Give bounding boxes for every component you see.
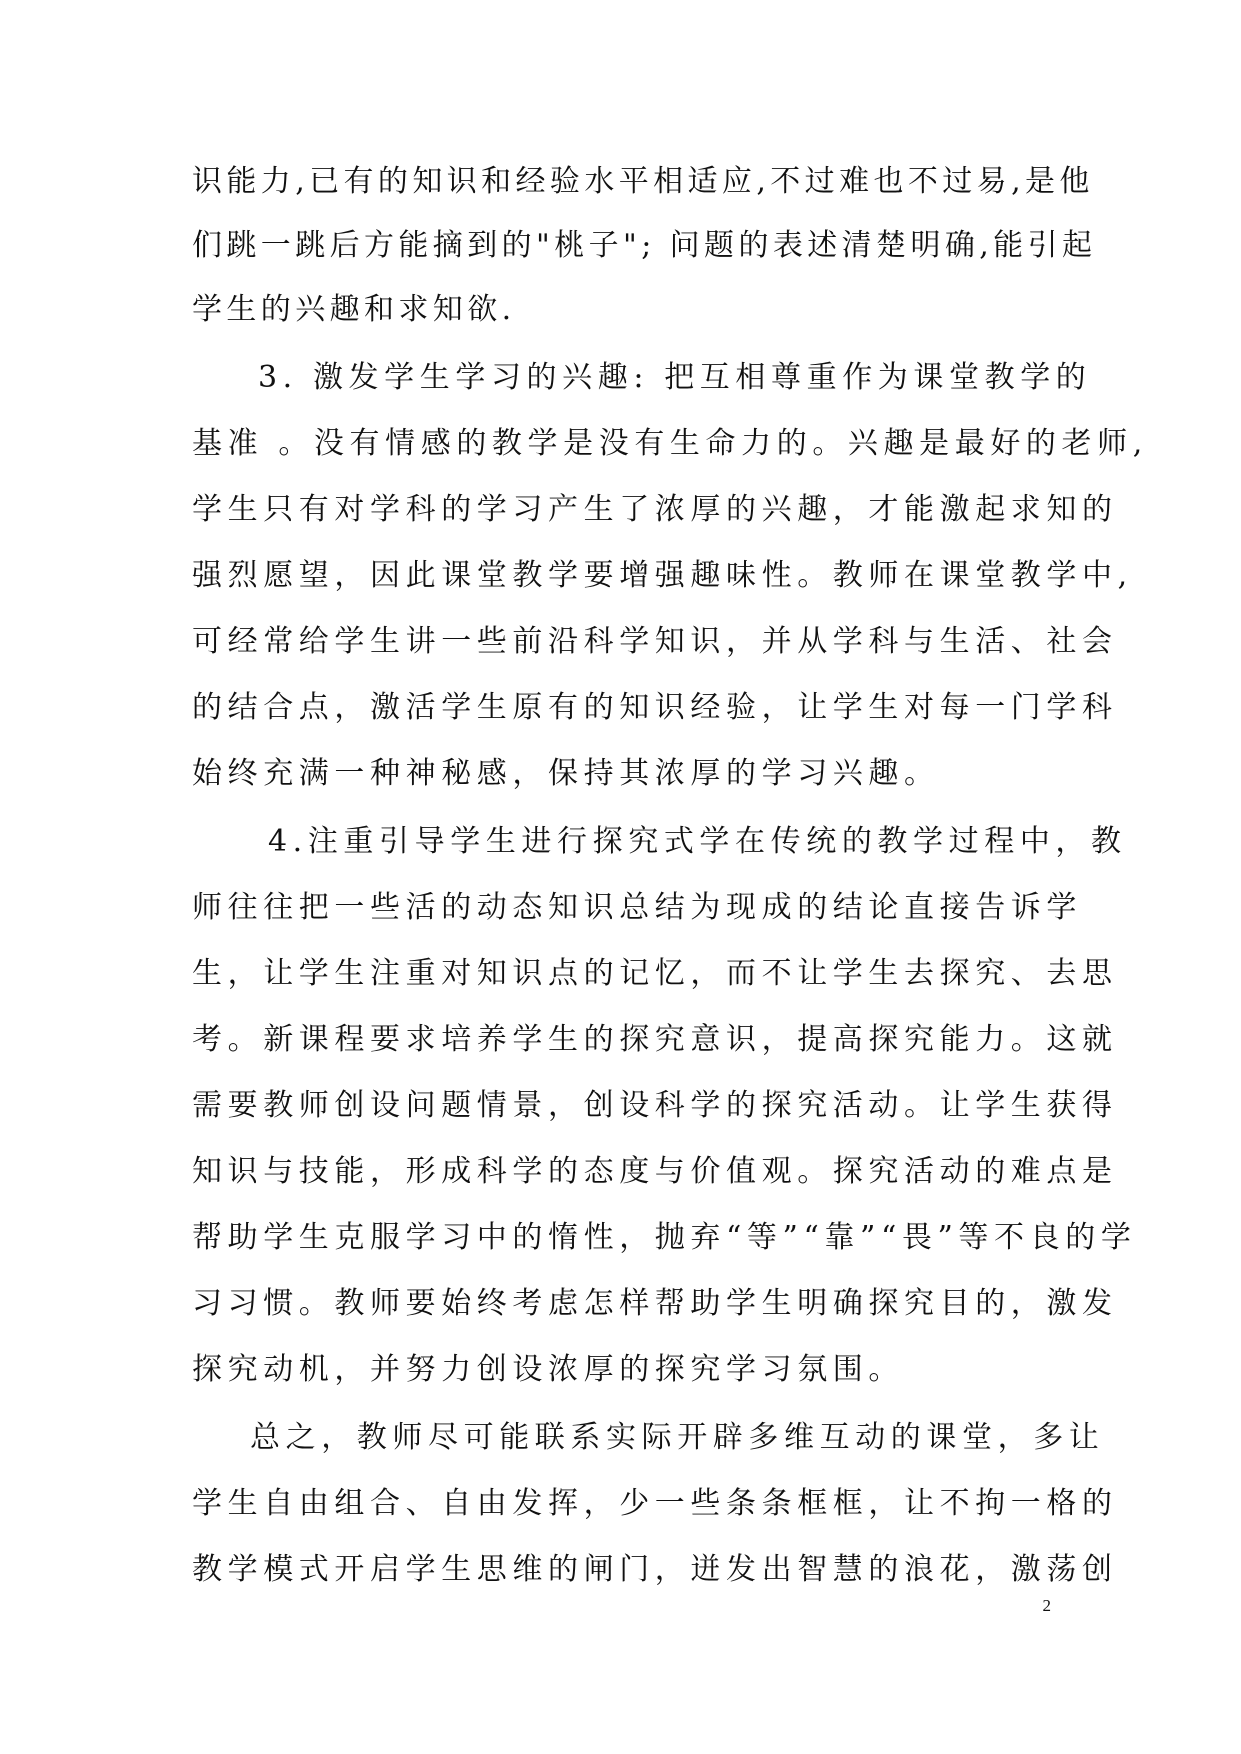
text-line-3: 学生的兴趣和求知欲.	[192, 292, 516, 327]
text-line-8: 可经常给学生讲一些前沿科学知识，并从学科与生活、社会	[192, 624, 1118, 659]
text-line-10: 始终充满一种神秘感，保持其浓厚的学习兴趣。	[192, 756, 940, 791]
text-line-19: 探究动机，并努力创设浓厚的探究学习氛围。	[192, 1352, 904, 1387]
text-line-4: 3. 激发学生学习的兴趣: 把互相尊重作为课堂教学的	[258, 360, 1092, 395]
text-line-6: 学生只有对学科的学习产生了浓厚的兴趣，才能激起求知的	[192, 492, 1118, 527]
page-number: 2	[1042, 1596, 1051, 1615]
text-line-5: 基准 。没有情感的教学是没有生命力的。兴趣是最好的老师,	[192, 426, 1148, 461]
text-line-11: 4.注重引导学生进行探究式学在传统的教学过程中，教	[268, 824, 1127, 859]
text-line-20: 总之，教师尽可能联系实际开辟多维互动的课堂，多让	[250, 1420, 1105, 1455]
text-line-12: 师往往把一些活的动态知识总结为现成的结论直接告诉学	[192, 890, 1082, 925]
text-line-7: 强烈愿望，因此课堂教学要增强趣味性。教师在课堂教学中,	[192, 558, 1133, 593]
text-line-22: 教学模式开启学生思维的闸门，迸发出智慧的浪花，激荡创	[192, 1552, 1118, 1587]
text-line-13: 生，让学生注重对知识点的记忆，而不让学生去探究、去思	[192, 956, 1118, 991]
text-line-1: 识能力,已有的知识和经验水平相适应,不过难也不过易,是他	[192, 164, 1094, 199]
text-line-16: 知识与技能，形成科学的态度与价值观。探究活动的难点是	[192, 1154, 1118, 1189]
text-line-2: 们跳一跳后方能摘到的"桃子"; 问题的表述清楚明确,能引起	[192, 228, 1097, 263]
text-line-15: 需要教师创设问题情景，创设科学的探究活动。让学生获得	[192, 1088, 1118, 1123]
text-line-17: 帮助学生克服学习中的惰性，抛弃“等”“靠”“畏”等不良的学	[192, 1220, 1137, 1255]
text-line-14: 考。新课程要求培养学生的探究意识，提高探究能力。这就	[192, 1022, 1118, 1057]
text-line-9: 的结合点，激活学生原有的知识经验，让学生对每一门学科	[192, 690, 1118, 725]
text-line-18: 习习惯。教师要始终考虑怎样帮助学生明确探究目的，激发	[192, 1286, 1118, 1321]
text-line-21: 学生自由组合、自由发挥，少一些条条框框，让不拘一格的	[192, 1486, 1118, 1521]
